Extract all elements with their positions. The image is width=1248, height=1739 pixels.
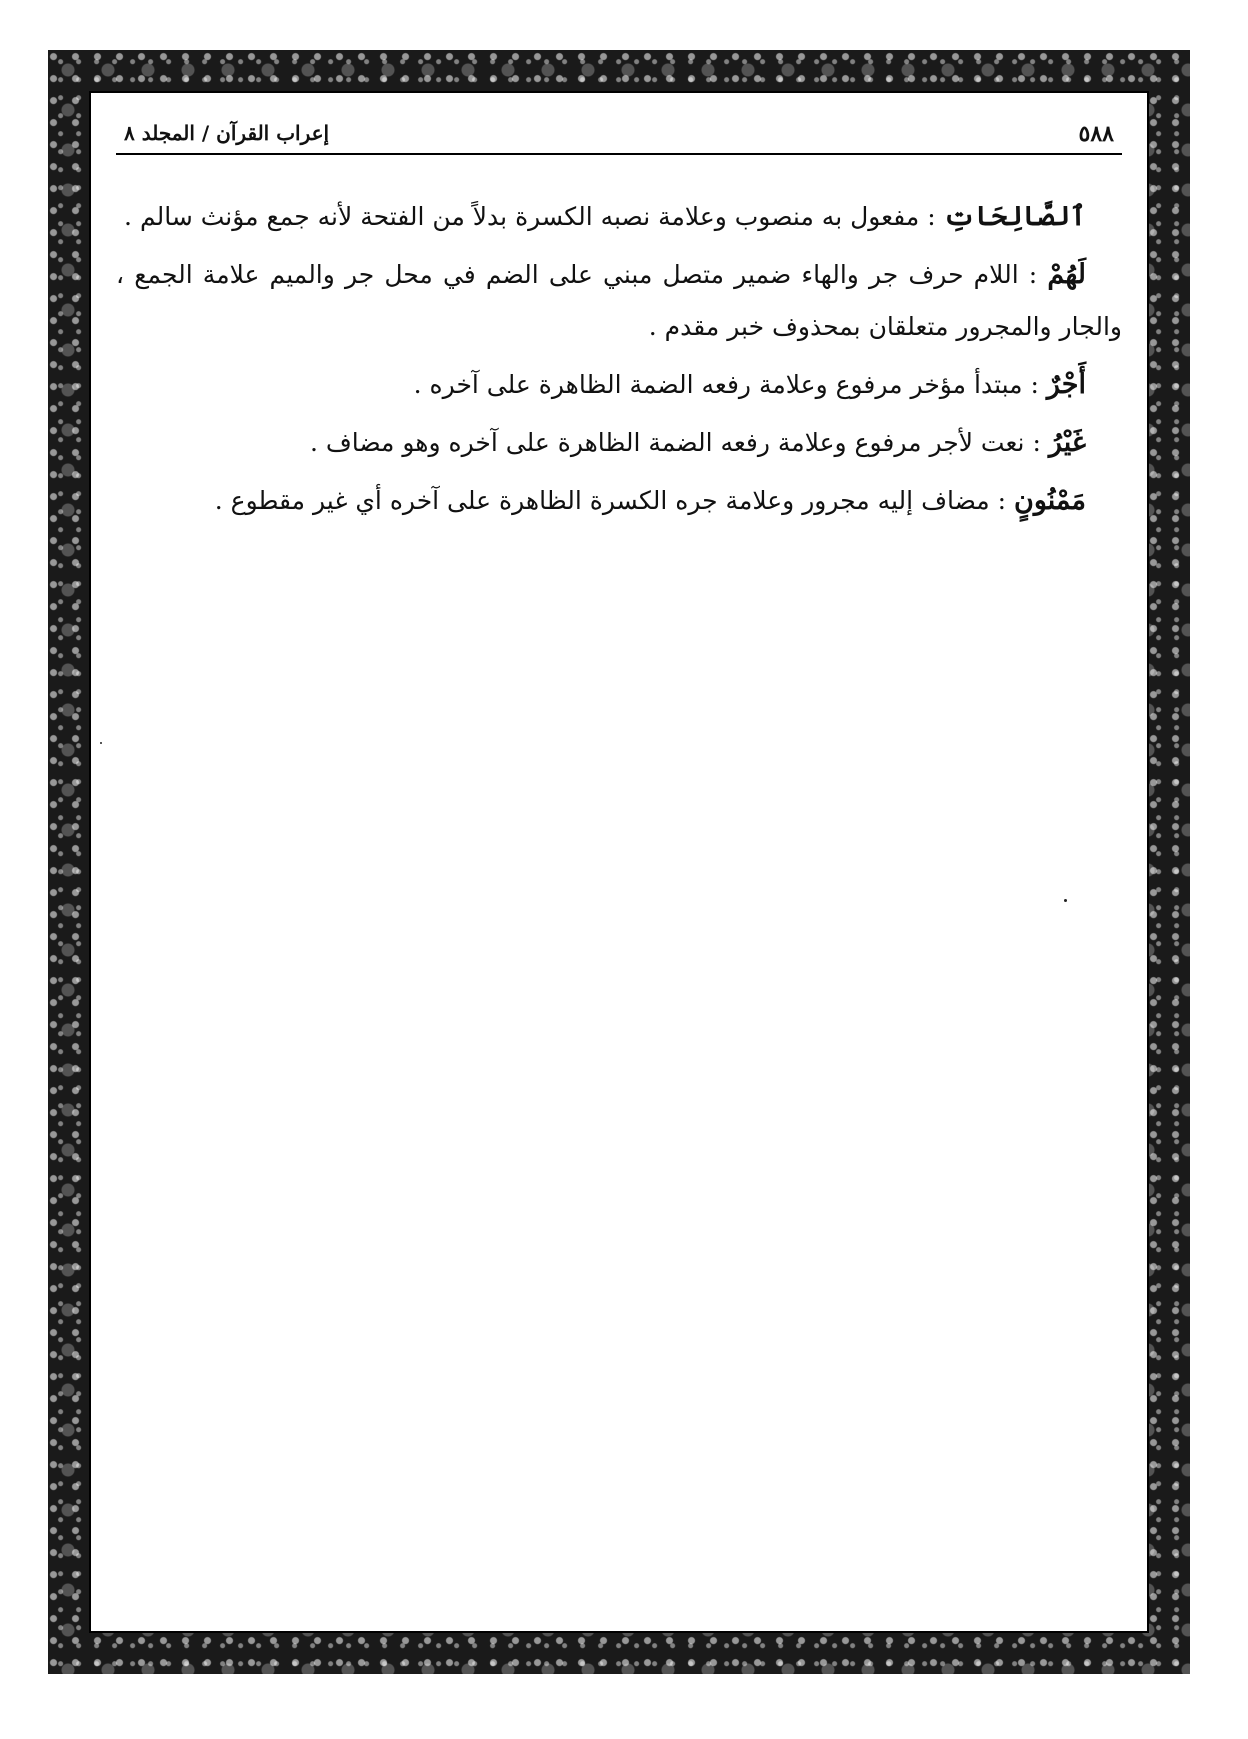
entry-assalihat [116, 191, 1122, 243]
header-title: إعراب القرآن / المجلد ٨ [124, 121, 330, 145]
entry-separator: : [1022, 370, 1047, 399]
entry-term: لَهُمْ [1047, 259, 1086, 290]
entry-term: غَيْرُ [1048, 427, 1086, 458]
entry-separator: : [1018, 260, 1048, 289]
entry-separator: : [989, 486, 1014, 515]
entry-term: أَجْرٌ [1046, 369, 1086, 400]
entry-term: ٱلصَّالِحَاتِ [943, 201, 1086, 232]
scan-speck [1064, 899, 1067, 902]
entry-separator: : [1024, 428, 1049, 457]
page-content [116, 191, 1122, 533]
entry-ghayru [116, 417, 1122, 469]
ornamental-border [48, 50, 1190, 1674]
entry-ajrun [116, 359, 1122, 411]
entry-lahum [116, 249, 1122, 353]
entry-text: مضاف إليه مجرور وعلامة جره الكسرة الظاهرة على آخره أي غير مقطوع . [214, 486, 990, 515]
page-number: ٥٨٨ [1078, 121, 1114, 147]
page-body [89, 91, 1149, 1633]
entry-text: نعت لأجر مرفوع وعلامة رفعه الضمة الظاهرة على آخره وهو مضاف . [309, 428, 1025, 457]
entry-text: اللام حرف جر والهاء ضمير متصل مبني على الضم في محل جر والميم علامة الجمع ، والجار والمجرور متعلقان بمحذوف خبر مقدم . [116, 260, 1122, 341]
entry-separator: : [919, 202, 944, 231]
running-header [116, 119, 1122, 155]
scan-speck [100, 742, 102, 744]
entry-text: مفعول به منصوب وعلامة نصبه الكسرة بدلاً من الفتحة لأنه جمع مؤنث سالم . [124, 202, 920, 231]
entry-text: مبتدأ مؤخر مرفوع وعلامة رفعه الضمة الظاهرة على آخره . [413, 370, 1023, 399]
entry-term: مَمْنُونٍ [1014, 485, 1086, 516]
entry-mamnun [116, 475, 1122, 527]
